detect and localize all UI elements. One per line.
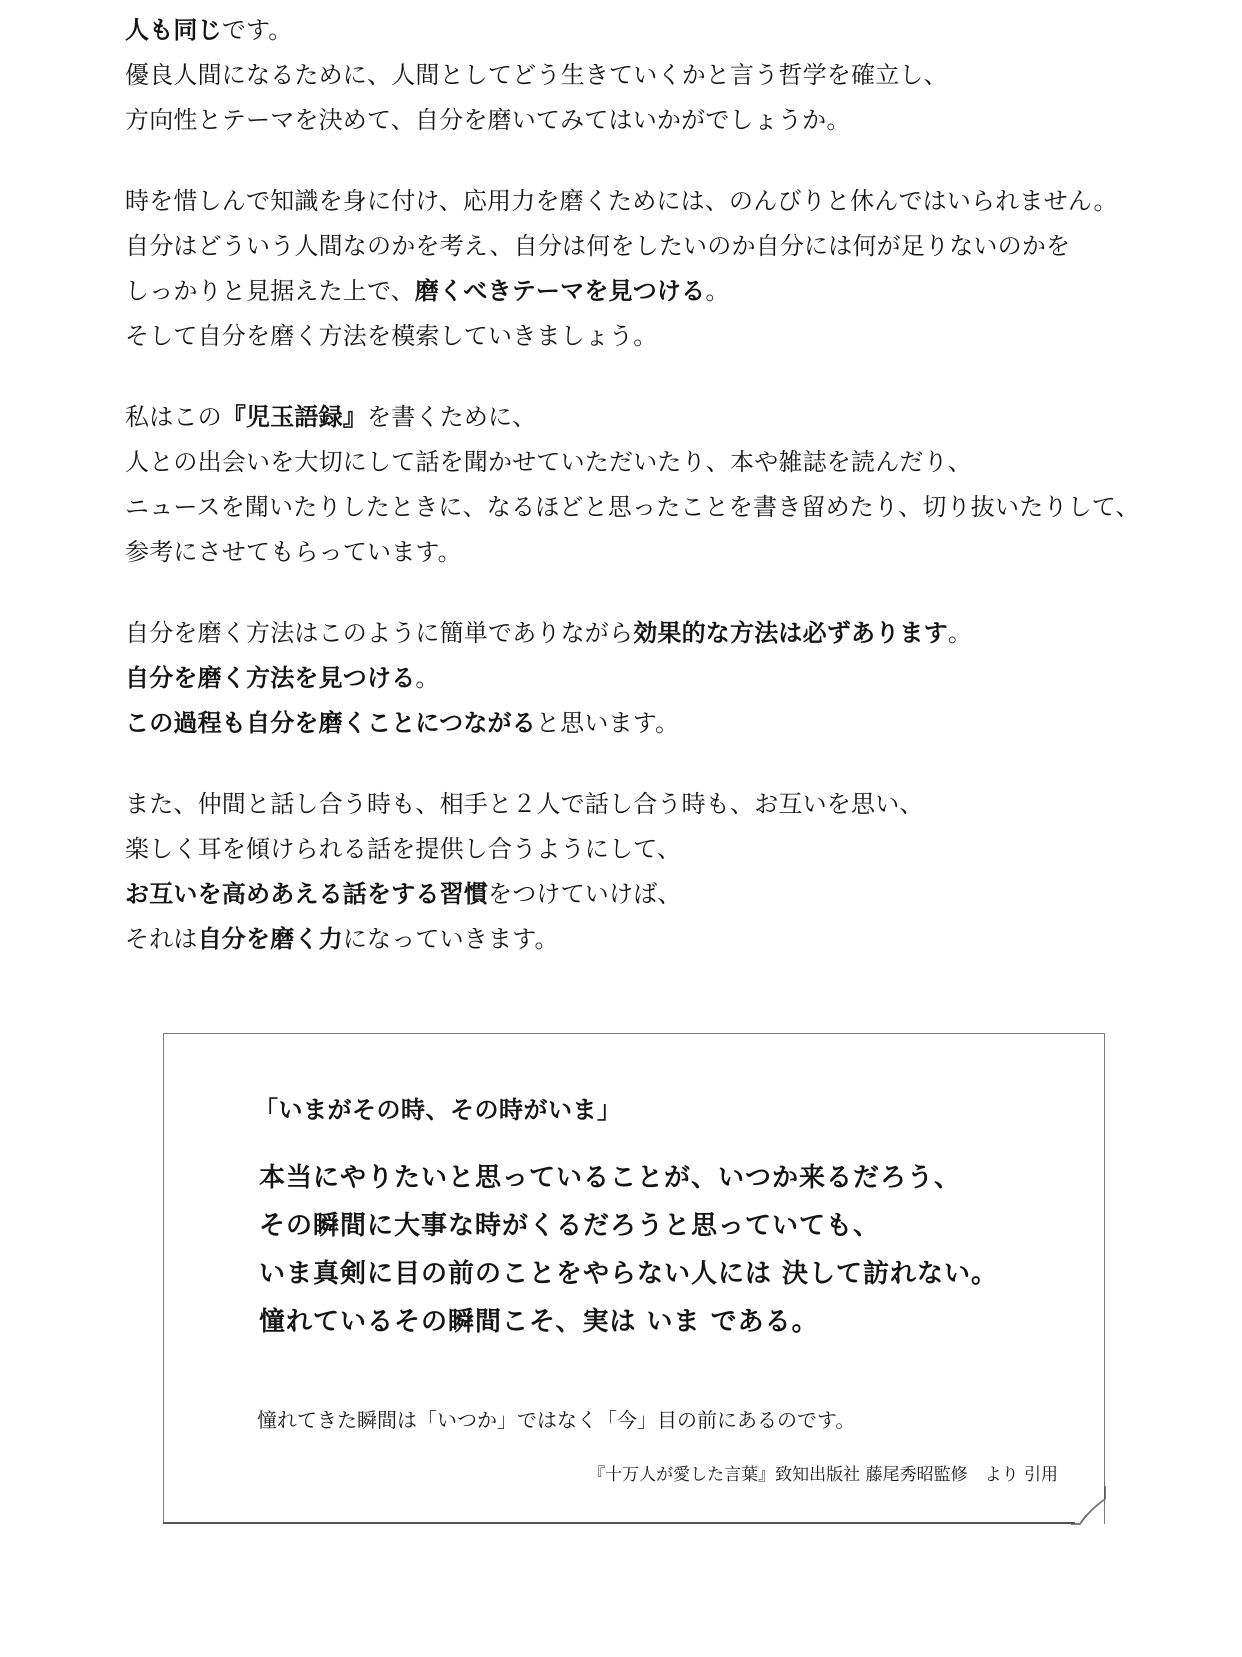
text-line [125,8,1185,53]
bold-text: 磨くべきテーマを見つける [414,277,706,305]
text-line [125,98,1185,143]
text-segment: 自分を磨く方法はこのように簡単でありながら [125,619,634,647]
text-line [125,440,1185,485]
text-segment: 方向性とテーマを決めて、自分を磨いてみてはいかがでしょうか。 [125,106,851,134]
text-segment: を書くために、 [367,403,537,431]
text-segment: 時を惜しんで知識を身に付け、応用力を磨くためには、のんびりと休んではいられません。 [125,187,1118,215]
quote-source: 『十万人が愛した言葉』致知出版社 藤尾秀昭監修 より 引用 [588,1465,1058,1485]
quote-line: その瞬間に大事な時がくるだろうと思っていても、 [259,1211,881,1241]
body-text [125,8,1185,998]
bold-text: 人も同じ [125,16,222,44]
text-line [125,53,1185,98]
text-line [125,179,1185,224]
text-segment: それは [125,925,198,953]
text-segment: 参考にさせてもらっています。 [125,538,462,566]
quote-line: 憧れているその瞬間こそ、実は いま である。 [259,1307,819,1337]
bold-text: 『児玉語録』 [221,403,368,431]
text-segment: 。 [415,664,440,692]
text-segment: と思います。 [535,709,680,737]
text-line [125,485,1185,530]
text-line [125,611,1185,656]
text-segment: 人との出会いを大切にして話を聞かせていただいたり、本や雑誌を読んだり、 [125,448,972,476]
text-segment: をつけていけば、 [488,880,682,908]
quote-card [163,1033,1105,1524]
paragraph [125,8,1185,143]
page-curl-icon [1070,1485,1106,1525]
text-line [125,395,1185,440]
text-segment: 。 [947,619,973,647]
paragraph [125,782,1185,962]
text-segment: になっていきます。 [342,925,559,953]
text-line [125,269,1185,314]
text-segment: 楽しく耳を傾けられる話を提供し合うようにして、 [125,835,682,863]
text-segment: ニュースを聞いたりしたときに、なるほどと思ったことを書き留めたり、切り抜いたりして、 [125,493,1140,521]
bold-text: 自分を磨く力 [197,925,343,953]
text-line [125,827,1185,872]
quote-line: いま真剣に目の前のことをやらない人には 決して訪れない。 [259,1259,999,1289]
quote-title: 「いまがその時、その時がいま」 [254,1096,622,1124]
text-line [125,656,1185,701]
bold-text: 自分を磨く方法を見つける [125,664,416,692]
bold-text: お互いを高めあえる話をする習慣 [125,880,488,908]
text-line [125,314,1185,359]
text-line [125,701,1185,746]
text-segment: 私はこの [125,403,222,431]
text-line [125,872,1185,917]
text-segment: しっかりと見据えた上で、 [125,277,415,305]
quote-line: 本当にやりたいと思っていることが、いつか来るだろう、 [259,1163,962,1193]
paragraph [125,611,1185,746]
bold-text: この過程も自分を磨くことにつながる [125,709,536,737]
text-segment: 自分はどういう人間なのかを考え、自分は何をしたいのか自分には何が足りないのかを [125,232,1071,260]
text-segment: 。 [705,277,730,305]
text-segment: そして自分を磨く方法を模索していきましょう。 [125,322,658,350]
text-line [125,530,1185,575]
paragraph [125,395,1185,575]
text-segment: また、仲間と話し合う時も、相手と２人で話し合う時も、お互いを思い、 [125,790,924,818]
text-line [125,224,1185,269]
quote-body [259,1154,998,1346]
quote-note: 憧れてきた瞬間は「いつか」ではなく「今」目の前にあるのです。 [257,1408,856,1432]
text-line [125,782,1185,827]
paragraph [125,179,1185,359]
text-line [125,917,1185,962]
bold-text: 効果的な方法は必ずあります [633,619,948,647]
text-segment: です。 [221,16,293,44]
text-segment: 優良人間になるために、人間としてどう生きていくかと言う哲学を確立し、 [125,61,948,89]
card-bottom-edge [163,1522,1075,1524]
